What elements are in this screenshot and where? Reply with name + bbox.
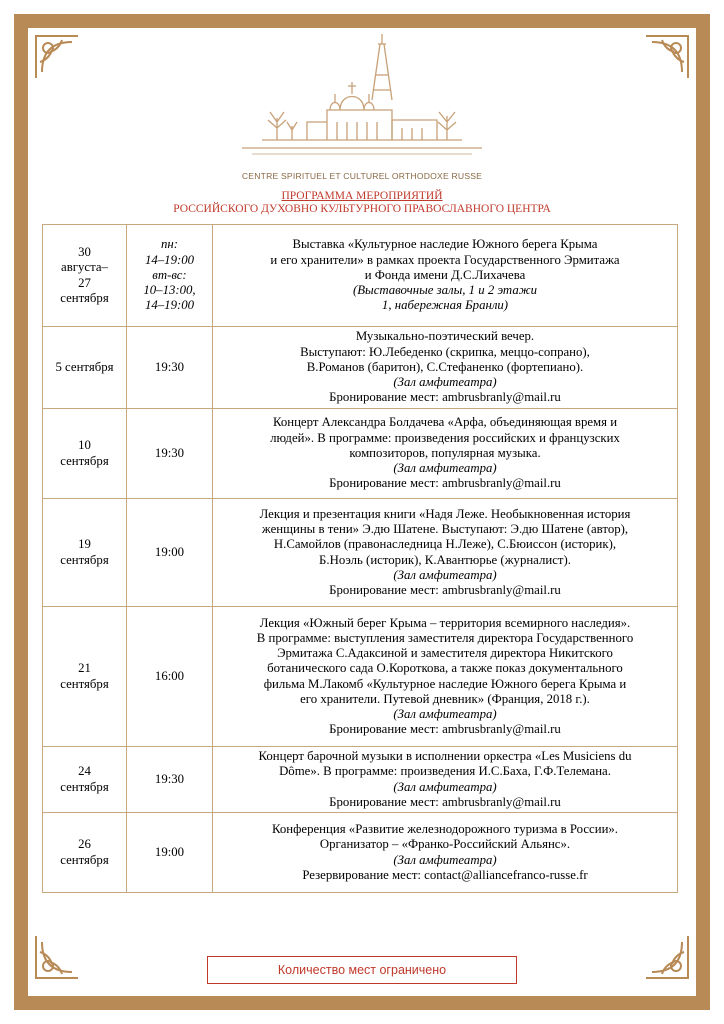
event-time-line: 10–13:00,	[143, 283, 196, 298]
event-description-line: Бронирование мест: ambrusbranly@mail.ru	[329, 722, 561, 737]
event-date-line: сентября	[60, 779, 109, 794]
event-description-line: Бронирование мест: ambrusbranly@mail.ru	[329, 582, 561, 597]
event-description-line: Выступают: Ю.Лебеденко (скрипка, меццо-сопрано),	[300, 344, 590, 359]
event-description-line: (Зал амфитеатра)	[393, 706, 497, 721]
event-row	[43, 607, 678, 747]
event-description-line: женщины в тени» Э.дю Шатене. Выступают: Э.дю Шатене (автор),	[261, 522, 629, 537]
event-time-line: 19:30	[154, 771, 185, 786]
event-description-line: В.Романов (баритон), С.Стефаненко (фортепиано).	[306, 359, 584, 374]
event-time	[127, 409, 213, 499]
event-date-line: сентября	[60, 852, 109, 867]
event-description-line: Б.Ноэль (историк), К.Авантюрье (журналист).	[319, 552, 571, 567]
event-description-line: Музыкально-поэтический вечер.	[355, 329, 535, 344]
event-date-line: сентября	[60, 676, 109, 691]
event-date	[43, 747, 127, 813]
event-date	[43, 225, 127, 327]
program-subtitle: РОССИЙСКОГО ДУХОВНО КУЛЬТУРНОГО ПРАВОСЛАВНОГО ЦЕНТРА	[173, 203, 551, 215]
event-time	[127, 607, 213, 747]
event-time	[127, 499, 213, 607]
event-date-line: 10	[78, 438, 91, 453]
event-description-line: Лекция и презентация книги «Надя Леже. Необыкновенная история	[259, 506, 631, 521]
event-row	[43, 327, 678, 409]
event-row	[43, 499, 678, 607]
event-description-line: Эрмитажа С.Адаксиной и заместителя директора Никитского	[277, 646, 613, 661]
event-date-line: 26	[78, 837, 91, 852]
event-date	[43, 327, 127, 409]
events-table-body	[43, 225, 678, 893]
event-time-line: 14–19:00	[144, 298, 195, 313]
event-description-line: (Зал амфитеатра)	[393, 375, 497, 390]
event-date	[43, 499, 127, 607]
event-description-line: композиторов, популярная музыка.	[349, 445, 541, 460]
event-date-line: сентября	[60, 453, 109, 468]
event-description-line: В программе: выступления заместителя директора Государственного	[256, 630, 634, 645]
event-time-line: 19:00	[154, 544, 185, 559]
event-description-line: Н.Самойлов (правонаследница Н.Леже), С.Бюиссон (историк),	[273, 537, 617, 552]
event-row	[43, 813, 678, 893]
event-date	[43, 607, 127, 747]
logo-caption: CENTRE SPIRITUEL ET CULTUREL ORTHODOXE RUSSE	[241, 171, 483, 181]
event-description-line: его хранители. Путевой дневник» (Франция, 2018 г.).	[300, 691, 590, 706]
event-description-line: Организатор – «Франко-Российский Альянс».	[319, 837, 571, 852]
event-date-line: 30	[78, 245, 91, 260]
event-description-line: (Зал амфитеатра)	[393, 567, 497, 582]
event-description-line: фильма М.Лакомб «Культурное наследие Южного берега Крыма и	[263, 676, 627, 691]
event-description-line: Бронирование мест: ambrusbranly@mail.ru	[329, 476, 561, 491]
event-date-line: сентября	[60, 552, 109, 567]
event-time-line: 16:00	[154, 668, 185, 683]
event-description-line: 1, набережная Бранли)	[381, 298, 509, 313]
cathedral-logo	[232, 30, 492, 170]
event-description	[213, 409, 678, 499]
event-date-line: сентября	[60, 290, 109, 305]
event-time	[127, 747, 213, 813]
corner-ornament-bottom-right	[642, 932, 692, 982]
event-description-line: людей». В программе: произведения российских и французских	[270, 430, 620, 445]
event-description-line: (Выставочные залы, 1 и 2 этажи	[352, 283, 538, 298]
event-time-line: 19:00	[154, 844, 185, 859]
event-date-line: 27	[78, 275, 91, 290]
events-table	[42, 224, 678, 893]
event-description-line: (Зал амфитеатра)	[393, 461, 497, 476]
event-time-line: 19:30	[154, 359, 185, 374]
event-description-line: и его хранители» в рамках проекта Государственного Эрмитажа	[270, 252, 620, 267]
event-description-line: (Зал амфитеатра)	[393, 852, 497, 867]
event-date-line: 21	[78, 661, 91, 676]
corner-ornament-top-left	[32, 32, 82, 82]
event-date-line: 24	[78, 764, 91, 779]
event-description-line: Конференция «Развитие железнодорожного туризма в России».	[271, 822, 619, 837]
event-date	[43, 813, 127, 893]
event-time-line: 14–19:00	[144, 252, 195, 267]
program-title: ПРОГРАММА МЕРОПРИЯТИЙ	[281, 190, 443, 202]
event-time	[127, 813, 213, 893]
event-time-line: пн:	[160, 237, 178, 252]
event-row	[43, 225, 678, 327]
event-description-line: (Зал амфитеатра)	[393, 779, 497, 794]
event-time-line: вт-вс:	[152, 267, 187, 282]
event-time	[127, 327, 213, 409]
event-description-line: Концерт Александра Болдачева «Арфа, объединяющая время и	[272, 415, 618, 430]
event-description	[213, 327, 678, 409]
event-time	[127, 225, 213, 327]
event-time-line: 19:30	[154, 445, 185, 460]
event-description	[213, 499, 678, 607]
event-description-line: Резервирование мест: contact@alliancefranco-russe.fr	[302, 867, 588, 882]
corner-ornament-top-right	[642, 32, 692, 82]
event-description-line: Лекция «Южный берег Крыма – территория всемирного наследия».	[259, 615, 631, 630]
event-date	[43, 409, 127, 499]
event-row	[43, 409, 678, 499]
event-description-line: и Фонда имени Д.С.Лихачева	[364, 267, 526, 282]
event-row	[43, 747, 678, 813]
event-description-line: Бронирование мест: ambrusbranly@mail.ru	[329, 794, 561, 809]
event-description	[213, 747, 678, 813]
event-description-line: Dôme». В программе: произведения И.С.Баха, Г.Ф.Телемана.	[279, 764, 611, 779]
event-date-line: 5 сентября	[55, 359, 114, 374]
event-description	[213, 813, 678, 893]
corner-ornament-bottom-left	[32, 932, 82, 982]
event-date-line: августа–	[61, 260, 108, 275]
event-description-line: Бронирование мест: ambrusbranly@mail.ru	[329, 390, 561, 405]
limited-seats-notice: Количество мест ограничено	[207, 956, 517, 984]
event-description	[213, 225, 678, 327]
event-description-line: ботанического сада О.Короткова, а также показ документального	[267, 661, 623, 676]
event-description-line: Выставка «Культурное наследие Южного берега Крыма	[292, 237, 598, 252]
event-description	[213, 607, 678, 747]
event-description-line: Концерт барочной музыки в исполнении оркестра «Les Musiciens du	[258, 749, 632, 764]
event-date-line: 19	[78, 537, 91, 552]
